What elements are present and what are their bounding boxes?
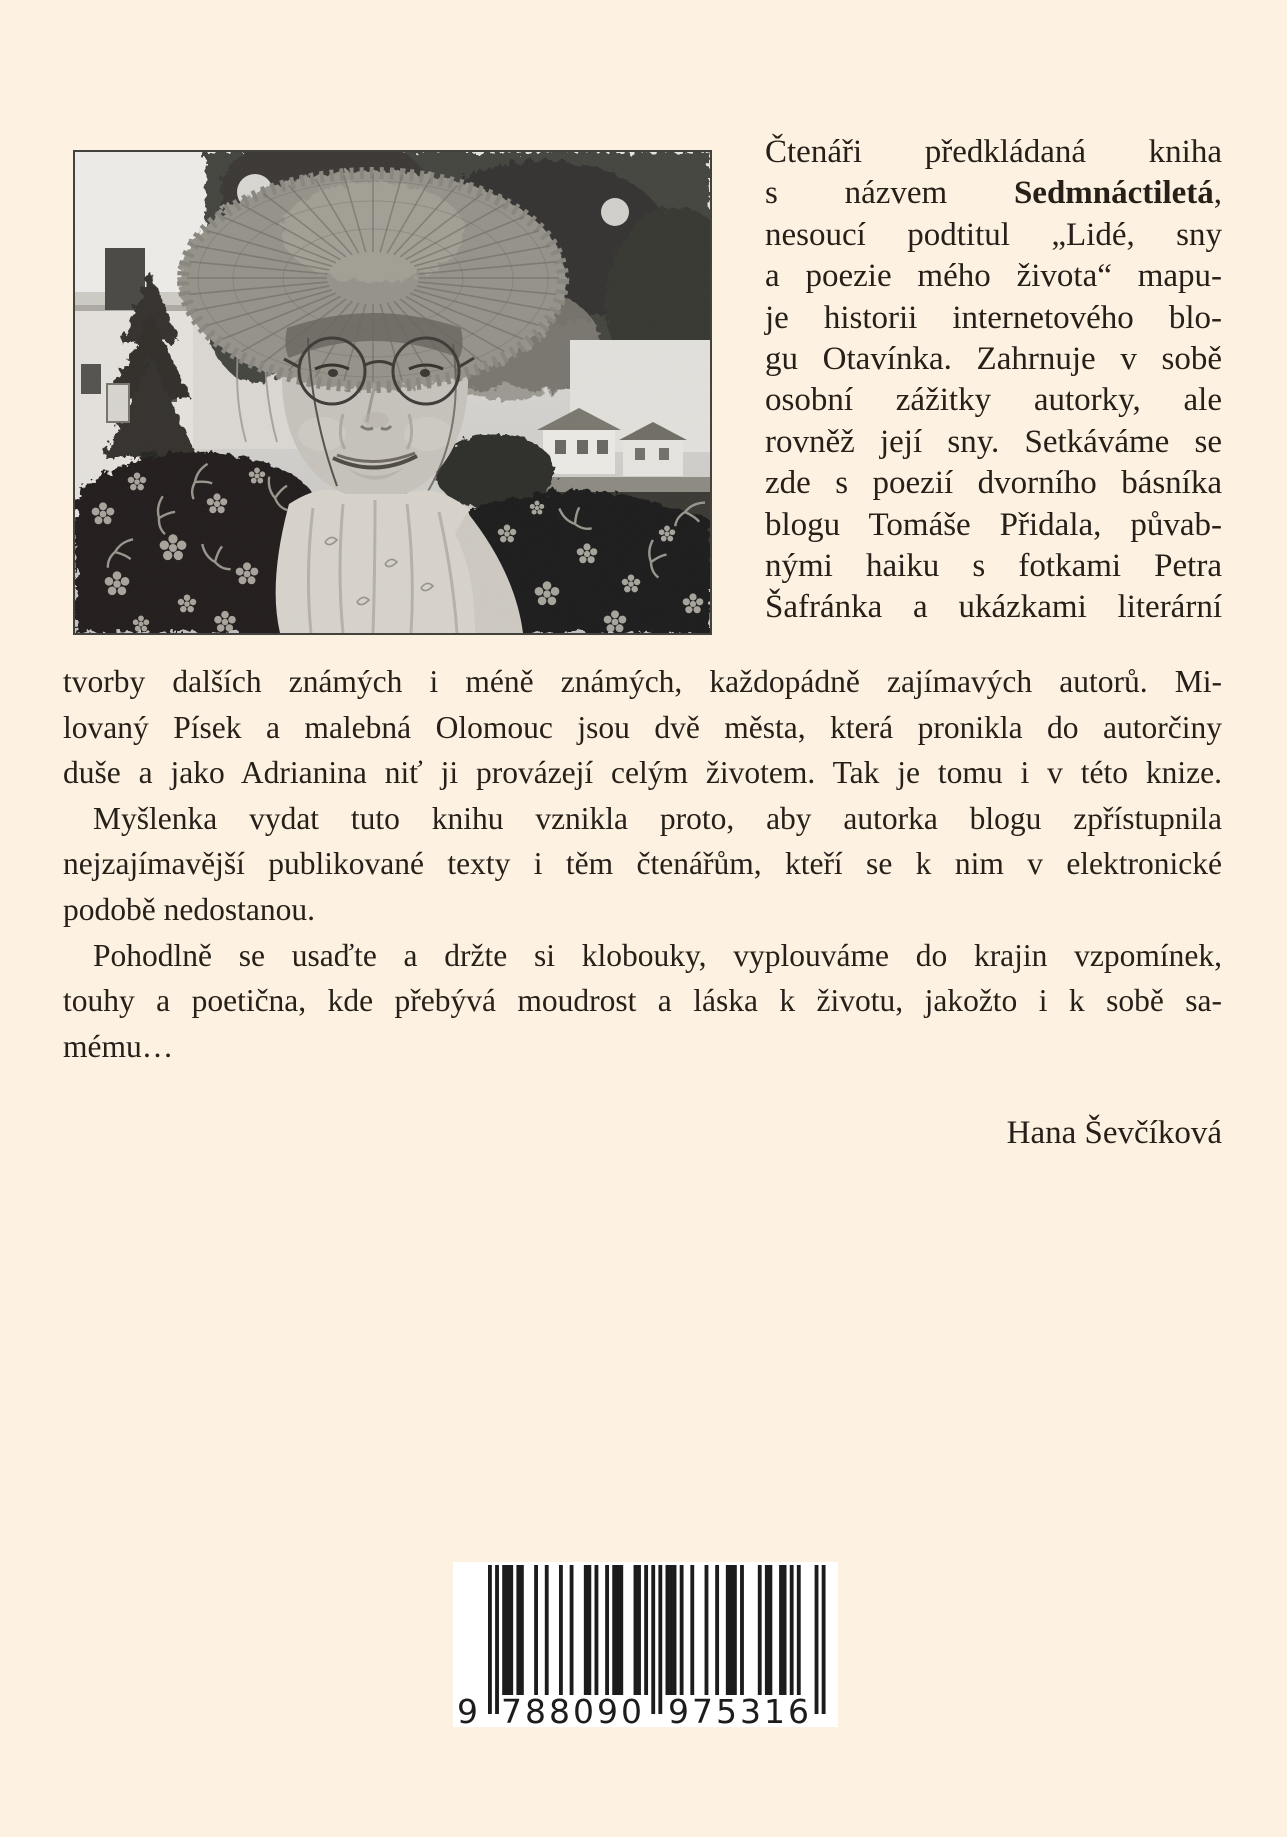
blurb-line: touhy a poetična, kde přebývá moudrost a láska k životu, jakožto i k sobě sa-: [63, 983, 1222, 1019]
blurb-line: gu Otavínka. Zahrnuje v sobě: [765, 340, 1222, 377]
blurb-line: nesoucí podtitul „Lidé, sny: [765, 216, 1222, 253]
blurb-line: blogu Tomáše Přidala, půvab-: [765, 506, 1222, 543]
blurb-line: Čtenáři předkládaná kniha: [765, 134, 1222, 170]
blurb-line: rovněž její sny. Setkáváme se: [765, 423, 1222, 460]
blurb-line: zde s poezií dvorního básníka: [765, 465, 1222, 502]
blurb-line: je historii internetového blo-: [765, 299, 1222, 336]
barcode-digits-group1: 788090: [501, 1692, 645, 1727]
barcode-graphic: [453, 1562, 838, 1727]
blurb-column: [765, 132, 1222, 629]
author-name: Hana Ševčíková: [1006, 1115, 1222, 1151]
blurb-line: Myšlenka vydat tuto knihu vznikla proto, aby autorka blogu zpřístupnila: [93, 800, 1222, 836]
author-photo-illustration: [75, 152, 710, 633]
blurb-line: osobní zážitky autorky, ale: [765, 382, 1222, 419]
blurb-line: mému…: [63, 1028, 174, 1064]
blurb-full-width: [63, 659, 1222, 1069]
blurb-line: a poezie mého života“ mapu-: [765, 258, 1222, 295]
barcode-digit-lead: 9: [457, 1692, 481, 1727]
blurb-line: nejzajímavější publikované texty i těm čtenářům, kteří se k nim v elektronické: [63, 846, 1222, 882]
blurb-line: duše a jako Adrianina niť ji provázejí celým životem. Tak je tomu i v této knize.: [63, 755, 1222, 791]
barcode-digits-group2: 975316: [668, 1692, 812, 1727]
blurb-line: nými haiku s fotkami Petra: [765, 547, 1222, 584]
film-grain-overlay: [75, 152, 710, 633]
isbn-barcode: [453, 1562, 838, 1727]
author-photo: [75, 152, 710, 633]
blurb-line: Pohodlně se usaďte a držte si klobouky, vyplouváme do krajin vzpomínek,: [93, 937, 1222, 973]
blurb-line: podobě nedostanou.: [63, 891, 315, 927]
blurb-line: lovaný Písek a malebná Olomouc jsou dvě města, která pronikla do autorčiny: [63, 709, 1222, 745]
blurb-line: s názvem Sedmnáctiletá,: [765, 175, 1222, 212]
blurb-line: tvorby dalších známých i méně známých, každopádně zajímavých autorů. Mi-: [63, 664, 1222, 699]
blurb-line: Šafránka a ukázkami literární: [765, 589, 1222, 626]
